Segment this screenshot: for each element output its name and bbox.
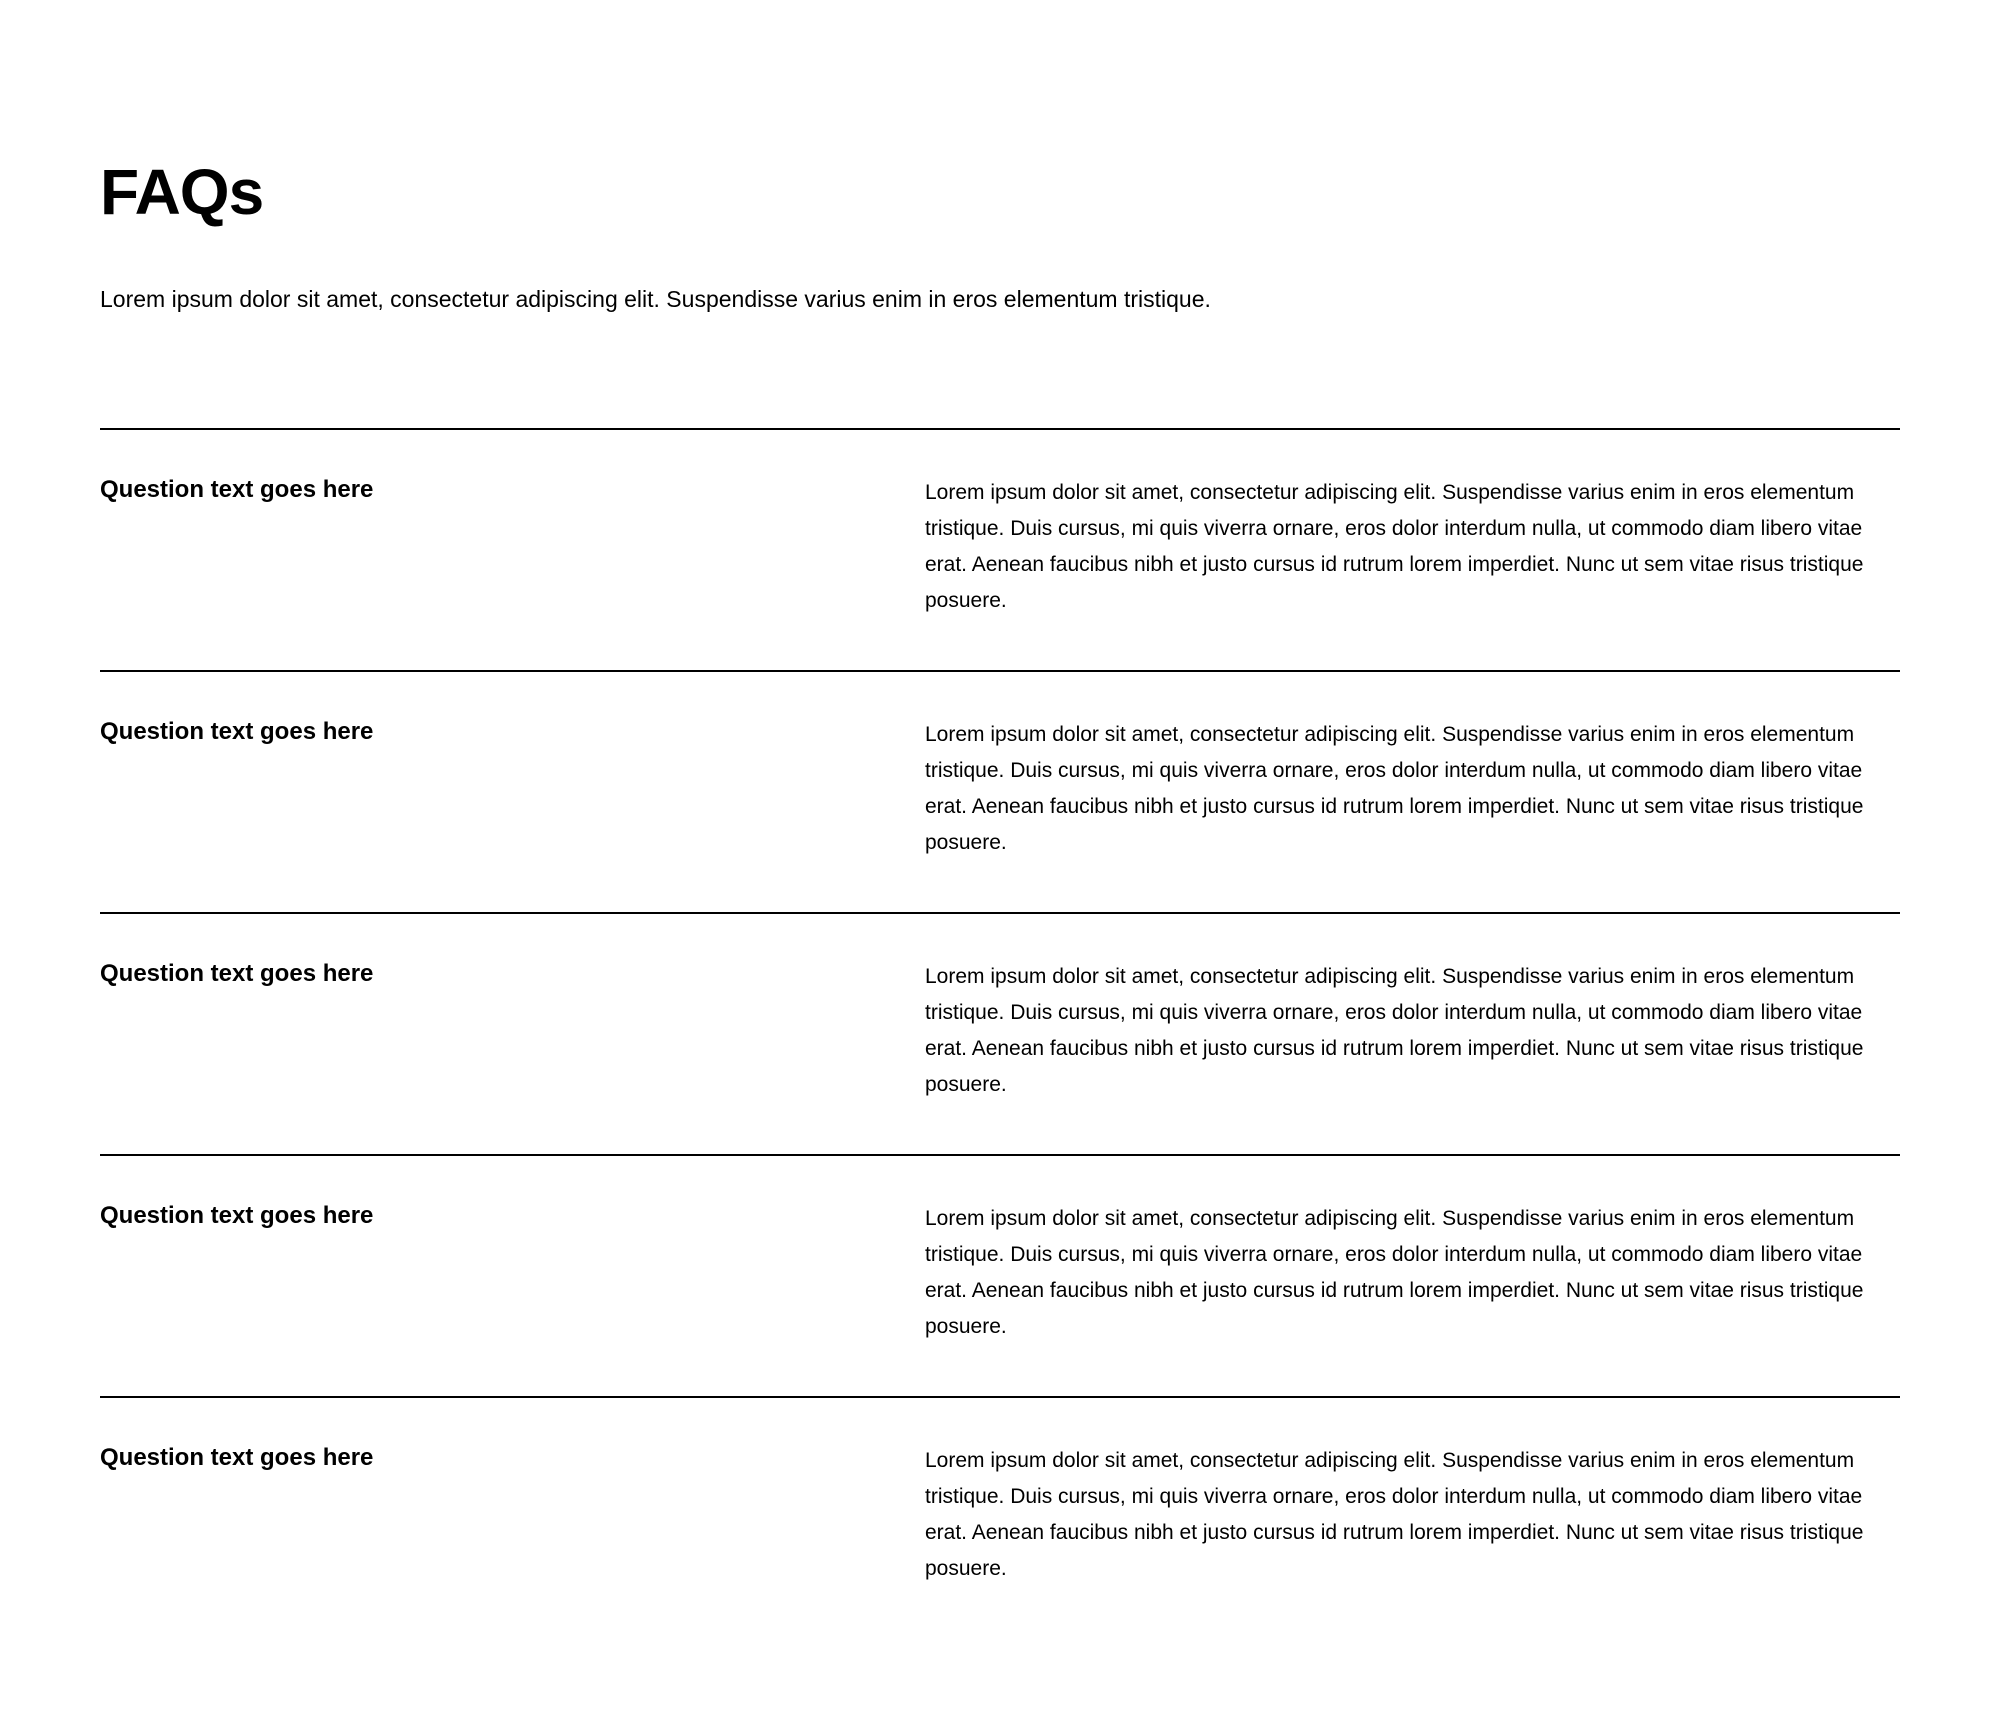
faq-question: Question text goes here bbox=[100, 1201, 374, 1229]
faq-item bbox=[100, 670, 1900, 912]
faq-item bbox=[100, 428, 1900, 670]
faq-item bbox=[100, 912, 1900, 1154]
page-title: FAQs bbox=[100, 156, 264, 228]
faq-header bbox=[100, 0, 1900, 318]
faq-question: Question text goes here bbox=[100, 475, 374, 503]
faq-answer: Lorem ipsum dolor sit amet, consectetur adipiscing elit. Suspendisse varius enim in eros elementum tristique. Duis cursus, mi quis viverra ornare, eros dolor interdum nulla, ut commodo diam libero vitae erat. Aenean faucibus nibh et justo cursus id rutrum lorem imperdiet. Nunc ut sem vitae risus tristique posuere. bbox=[925, 722, 1864, 854]
faq-item bbox=[100, 1396, 1900, 1638]
page-subtitle: Lorem ipsum dolor sit amet, consectetur adipiscing elit. Suspendisse varius enim in eros elementum tristique. bbox=[100, 285, 1211, 312]
faq-question: Question text goes here bbox=[100, 959, 374, 987]
faq-question: Question text goes here bbox=[100, 717, 374, 745]
faq-item bbox=[100, 1154, 1900, 1396]
faq-answer: Lorem ipsum dolor sit amet, consectetur adipiscing elit. Suspendisse varius enim in eros elementum tristique. Duis cursus, mi quis viverra ornare, eros dolor interdum nulla, ut commodo diam libero vitae erat. Aenean faucibus nibh et justo cursus id rutrum lorem imperdiet. Nunc ut sem vitae risus tristique posuere. bbox=[925, 480, 1864, 612]
faq-list bbox=[100, 428, 1900, 1638]
faq-answer: Lorem ipsum dolor sit amet, consectetur adipiscing elit. Suspendisse varius enim in eros elementum tristique. Duis cursus, mi quis viverra ornare, eros dolor interdum nulla, ut commodo diam libero vitae erat. Aenean faucibus nibh et justo cursus id rutrum lorem imperdiet. Nunc ut sem vitae risus tristique posuere. bbox=[925, 1448, 1864, 1580]
faq-answer: Lorem ipsum dolor sit amet, consectetur adipiscing elit. Suspendisse varius enim in eros elementum tristique. Duis cursus, mi quis viverra ornare, eros dolor interdum nulla, ut commodo diam libero vitae erat. Aenean faucibus nibh et justo cursus id rutrum lorem imperdiet. Nunc ut sem vitae risus tristique posuere. bbox=[925, 964, 1864, 1096]
faq-answer: Lorem ipsum dolor sit amet, consectetur adipiscing elit. Suspendisse varius enim in eros elementum tristique. Duis cursus, mi quis viverra ornare, eros dolor interdum nulla, ut commodo diam libero vitae erat. Aenean faucibus nibh et justo cursus id rutrum lorem imperdiet. Nunc ut sem vitae risus tristique posuere. bbox=[925, 1206, 1864, 1338]
faq-question: Question text goes here bbox=[100, 1443, 374, 1471]
